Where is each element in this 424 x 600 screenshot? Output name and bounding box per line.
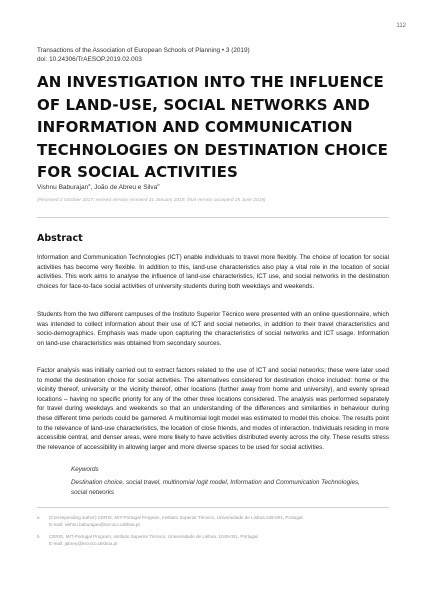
abstract-paragraph: Factor analysis was initially carried out to extract factors related to the use of ICT and social networks; these were later used to model the destination choice for social activities. The alternatives considered for destination choice included: home or the vicinity thereof, university or the vicinity thereof, other locations (further away from home and university), and evenly spread locations – having no specific priority for any of the other three locations considered. The analysis was performed separately for travel during weekdays and weekends so that an understanding of the differences and similarities in behaviour during these different time periods could be garnered. A multinomial logit model was estimated to model this choice. The results point to the relevance of land-use characteristics, the location of close friends, and modes of interaction. Individuals residing in more accessible central, and denser areas, were more likely to have activities distributed evenly across the city. These results stress the relevance of accessibility in allowing larger and more diverse spaces to be used for social activities.	[37, 367, 389, 451]
footnote-body	[49, 533, 389, 547]
affiliation-mark: a	[88, 182, 91, 187]
footnote	[37, 533, 389, 546]
keywords-label: Keywords	[71, 466, 99, 473]
footnote	[37, 514, 389, 527]
doi-text: doi: 10.24306/TrAESOP.2019.02.003	[37, 56, 142, 63]
footnote-email: E-mail: jabreu@tecnico.ulisboa.pt	[49, 541, 118, 546]
abstract-heading: Abstract	[37, 233, 83, 244]
journal-info	[37, 46, 250, 64]
keywords-text: Destination choice, social travel, multinomial logit model, Information and Communication Technologies, social networks	[71, 479, 360, 496]
footnote-mark: a	[37, 515, 40, 520]
footnote-body	[49, 514, 389, 528]
page-number: 112	[396, 23, 406, 29]
header-divider	[37, 217, 389, 218]
abstract-paragraph: Students from the two different campuses of the Instituto Superior Técnico were presented with an online questionnaire, which was intended to collect information about their use of ICT and social networks, in addition to their travel characteristics and socio-demographics. Emphasis was made upon capturing the characteristics of social networks and ICT usage. Information on land-use characteristics was obtained from secondary sources.	[37, 311, 389, 347]
journal-citation: Transactions of the Association of European Schools of Planning • 3 (2019)	[37, 47, 250, 54]
footnote-divider	[37, 507, 389, 508]
footnote-email: E-mail: vishnu.baburajan@tecnico.ulisboa.pt	[49, 522, 140, 527]
abstract-paragraph: Information and Communication Technologies (ICT) enable individuals to travel more flexibly. The choice of location for social activities has become very flexible. In addition to this, land-use characteristics also play a vital role in the location of social activities. This work aims to analyse the influence of land-use characteristics, ICT use, and social networks in the destination choices for face-to-face social activities of university students during both weekdays and weekends.	[37, 254, 389, 290]
author-separator: ,	[90, 184, 95, 192]
author-name: Vishnu Baburajan	[37, 184, 89, 192]
footnote-mark: b	[37, 534, 40, 539]
paper-title: AN INVESTIGATION INTO THE INFLUENCE OF LAND-USE, SOCIAL NETWORKS AND INFORMATION AND COMMUNICATION TECHNOLOGIES ON DESTINATION CHOICE FOR SOCIAL ACTIVITIES	[37, 73, 389, 181]
author-name: João de Abreu e Silva	[94, 184, 158, 192]
submission-dates: (Received 2 October 2017; revised version received 31 January 2019; final version accepted 25 June 2019)	[37, 198, 266, 203]
footnote-affiliation: (Corresponding author) CERIS, MIT-Portugal Program, Instituto Superior Técnico, Universidade de Lisboa,049-001, Portugal.	[49, 515, 304, 520]
affiliation-mark: b	[157, 182, 160, 187]
author-list	[37, 182, 160, 191]
footnote-affiliation: CERIS, MIT-Portugal Program, Instituto Superior Técnico, Universidade de Lisboa, 1049-001, Portugal.	[49, 534, 259, 539]
